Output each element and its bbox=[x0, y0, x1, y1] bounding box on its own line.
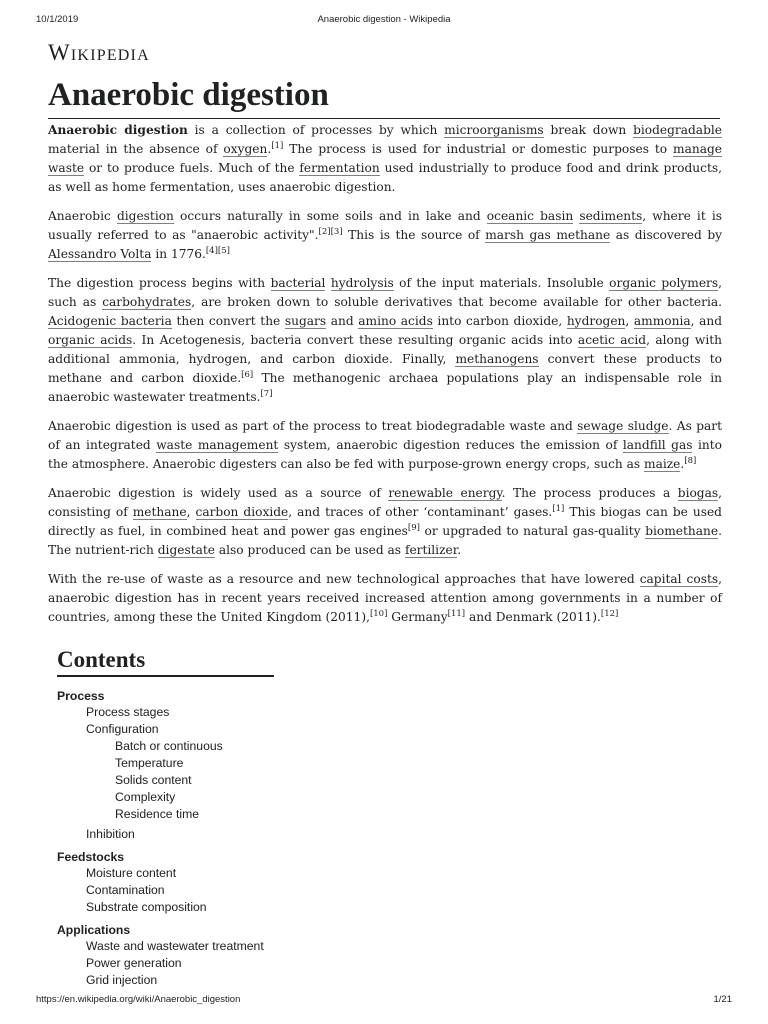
wiki-link[interactable]: carbohydrates bbox=[102, 295, 192, 309]
wiki-link[interactable]: maize bbox=[644, 457, 681, 471]
toc-item-waste[interactable]: Waste and wastewater treatment bbox=[86, 939, 264, 953]
paragraph: With the re-use of waste as a resource and new technological approaches that have lowered capital costs, anaerobic digestion has in recent years received increased attention among governments in a number of countries, among these the United Kingdom (2011),[10] Germany[11] and Denmark (2011).[12] bbox=[48, 572, 722, 624]
print-footer bbox=[0, 994, 768, 1008]
wiki-link[interactable]: digestion bbox=[116, 209, 174, 223]
toc-item-process[interactable]: Process Process stages Configuration Batch or continuous Temperature Solids content Complexity Residence time Inhibition bbox=[57, 688, 477, 843]
toc-item-grid[interactable]: Grid injection bbox=[86, 973, 158, 987]
wiki-link[interactable]: biogas bbox=[677, 486, 719, 500]
wiki-link[interactable]: landfill gas bbox=[622, 438, 693, 452]
wiki-link[interactable]: marsh gas methane bbox=[485, 228, 611, 242]
citation-link[interactable]: [2][3] bbox=[318, 227, 343, 237]
citation-link[interactable]: [9] bbox=[407, 523, 420, 533]
wiki-link[interactable]: waste management bbox=[156, 438, 279, 452]
citation-link[interactable]: [1] bbox=[271, 141, 284, 151]
toc-item-feedstocks[interactable]: Feedstocks Moisture content Contamination Substrate composition bbox=[57, 849, 477, 916]
paragraph: Anaerobic digestion occurs naturally in some soils and in lake and oceanic basin sediments, where it is usually referred to as "anaerobic activity".[2][3] This is the source of marsh gas methane as discovered by Alessandro Volta in 1776.[4][5] bbox=[48, 209, 723, 261]
print-page-title: Anaerobic digestion - Wikipedia bbox=[317, 14, 451, 25]
wiki-link[interactable]: organic polymers bbox=[609, 276, 719, 290]
wiki-link[interactable]: bacterial bbox=[270, 276, 326, 290]
lead-term: Anaerobic digestion bbox=[48, 123, 188, 137]
citation-link[interactable]: [7] bbox=[260, 389, 273, 399]
toc-item-contamination[interactable]: Contamination bbox=[86, 883, 165, 897]
wiki-link[interactable]: organic acids bbox=[48, 333, 133, 347]
wiki-link[interactable]: biodegradable bbox=[633, 123, 722, 137]
wiki-link[interactable]: oceanic basin bbox=[486, 209, 574, 223]
paragraph: Anaerobic digestion is used as part of the process to treat biodegradable waste and sewage sludge. As part of an integrated waste management system, anaerobic digestion reduces the emission of landfill gas into the atmosphere. Anaerobic digesters can also be fed with purpose-grown energy crops, such as maize.[8] bbox=[48, 419, 723, 471]
wiki-link[interactable]: biomethane bbox=[645, 524, 719, 538]
toc-item-inhibition[interactable]: Inhibition bbox=[86, 827, 135, 841]
citation-link[interactable]: [6] bbox=[241, 370, 254, 380]
toc-item-configuration[interactable]: Configuration Batch or continuous Temperature Solids content Complexity Residence time bbox=[57, 721, 477, 823]
wiki-link[interactable]: amino acids bbox=[358, 314, 433, 328]
citation-link[interactable]: [10] bbox=[369, 609, 388, 619]
wiki-link[interactable]: carbon dioxide bbox=[195, 505, 289, 519]
toc-item-moisture[interactable]: Moisture content bbox=[86, 866, 177, 880]
wiki-link[interactable]: hydrogen bbox=[566, 314, 626, 328]
wiki-link[interactable]: capital costs bbox=[639, 572, 719, 586]
wiki-link[interactable]: microorganisms bbox=[444, 123, 544, 137]
toc-item-substrate[interactable]: Substrate composition bbox=[86, 900, 207, 914]
toc-item-solids[interactable]: Solids content bbox=[115, 773, 192, 787]
wiki-link[interactable]: fertilizer bbox=[404, 543, 458, 557]
toc-item-residence[interactable]: Residence time bbox=[115, 807, 199, 821]
wiki-link[interactable]: sugars bbox=[284, 314, 327, 328]
toc-item-batch[interactable]: Batch or continuous bbox=[115, 739, 223, 753]
print-url: https://en.wikipedia.org/wiki/Anaerobic_digestion bbox=[36, 994, 241, 1005]
wiki-link[interactable]: ammonia bbox=[633, 314, 691, 328]
wiki-link[interactable]: hydrolysis bbox=[330, 276, 394, 290]
citation-link[interactable]: [4][5] bbox=[205, 246, 230, 256]
print-date: 10/1/2019 bbox=[36, 14, 79, 25]
toc-item-temperature[interactable]: Temperature bbox=[115, 756, 184, 770]
paragraph: Anaerobic digestion is a collection of processes by which microorganisms break down biodegradable material in the absence of oxygen.[1] The process is used for industrial or domestic purposes to manage waste or to produce fuels. Much of the fermentation used industrially to produce food and drink products, as well as home fermentation, uses anaerobic digestion. bbox=[48, 123, 722, 194]
toc-item-complexity[interactable]: Complexity bbox=[115, 790, 176, 804]
citation-link[interactable]: [11] bbox=[447, 609, 466, 619]
wikipedia-wordmark[interactable]: Wikipedia bbox=[48, 40, 150, 65]
wiki-link[interactable]: renewable energy bbox=[388, 486, 502, 500]
wiki-link[interactable]: acetic acid bbox=[577, 333, 647, 347]
wiki-link[interactable]: sewage sludge bbox=[577, 419, 669, 433]
citation-link[interactable]: [1] bbox=[552, 504, 565, 514]
toc-item-power[interactable]: Power generation bbox=[86, 956, 182, 970]
page-title: Anaerobic digestion bbox=[48, 74, 720, 119]
citation-link[interactable]: [12] bbox=[600, 609, 619, 619]
wiki-link[interactable]: methanogens bbox=[455, 352, 539, 366]
wiki-link[interactable]: methane bbox=[132, 505, 187, 519]
toc-list bbox=[57, 688, 477, 989]
toc-item-process-stages[interactable]: Process stages bbox=[86, 705, 170, 719]
table-of-contents bbox=[57, 645, 477, 989]
wiki-link[interactable]: manage waste bbox=[48, 142, 722, 175]
print-page-number: 1/21 bbox=[713, 994, 732, 1005]
toc-title: Contents bbox=[57, 645, 274, 677]
wiki-link[interactable]: Acidogenic bacteria bbox=[48, 314, 172, 328]
paragraph: Anaerobic digestion is widely used as a source of renewable energy. The process produces a biogas, consisting of methane, carbon dioxide, and traces of other ‘contaminant’ gases.[1] This biogas can be used directly as fuel, in combined heat and power gas engines[9] or upgraded to natural gas-quality biomethane. The nutrient-rich digestate also produced can be used as fertilizer. bbox=[48, 486, 722, 557]
wiki-link[interactable]: sediments bbox=[579, 209, 643, 223]
print-header bbox=[0, 14, 768, 28]
wiki-link[interactable]: oxygen bbox=[223, 142, 268, 156]
wiki-link[interactable]: fermentation bbox=[299, 161, 380, 175]
wiki-link[interactable]: digestate bbox=[157, 543, 215, 557]
toc-item-applications[interactable]: Applications Waste and wastewater treatment Power generation Grid injection bbox=[57, 922, 477, 989]
article-body bbox=[48, 121, 722, 637]
wiki-link[interactable]: Alessandro Volta bbox=[48, 247, 152, 261]
citation-link[interactable]: [8] bbox=[684, 456, 697, 466]
paragraph: The digestion process begins with bacterial hydrolysis of the input materials. Insoluble organic polymers, such as carbohydrates, are broken down to soluble derivatives that become available for other bacteria. Acidogenic bacteria then convert the sugars and amino acids into carbon dioxide, hydrogen, ammonia, and organic acids. In Acetogenesis, bacteria convert these resulting organic acids into acetic acid, along with additional ammonia, hydrogen, and carbon dioxide. Finally, methanogens convert these products to methane and carbon dioxide.[6] The methanogenic archaea populations play an indispensable role in anaerobic wastewater treatments.[7] bbox=[48, 276, 723, 404]
